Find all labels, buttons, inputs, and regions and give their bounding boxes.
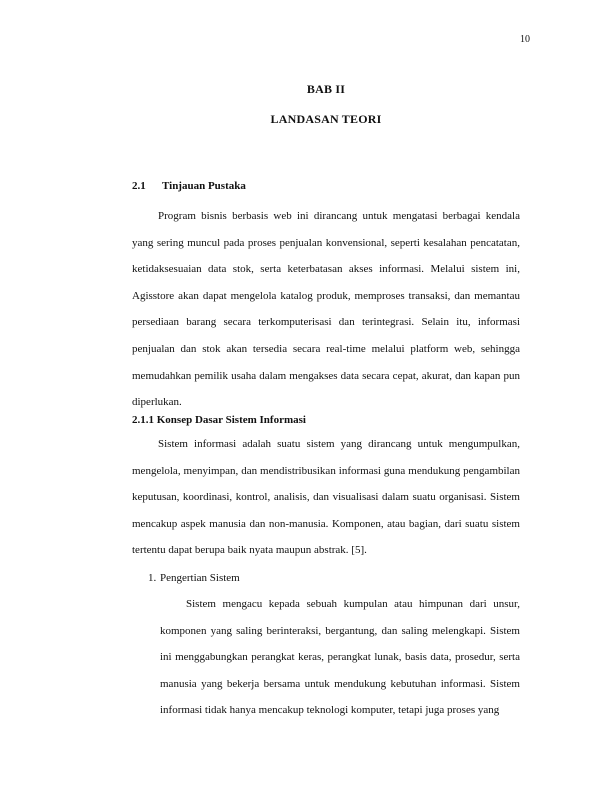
- list-item: [148, 572, 240, 584]
- subsection-heading: 2.1.1 Konsep Dasar Sistem Informasi: [132, 414, 306, 426]
- section-heading: [132, 180, 246, 192]
- chapter-title: LANDASAN TEORI: [270, 112, 382, 126]
- section-paragraph: Program bisnis berbasis web ini dirancang untuk mengatasi berbagai kendala yang sering muncul pada proses penjualan konvensional, seperti kesalahan pencatatan, ketidaksesuaian data stok, serta keterbatasan akses informasi. Melalui sistem ini, Agisstore akan dapat mengelola katalog produk, memproses transaksi, dan memantau persediaan barang secara terkomputerisasi dan terintegrasi. Selain itu, informasi penjualan dan stok akan tersedia secara real-time melalui platform web, sehingga memudahkan pemilik usaha dalam mengakses data secara cepat, akurat, dan kapan pun diperlukan.: [132, 210, 520, 409]
- page-number: 10: [520, 34, 530, 45]
- list-item-paragraph: Sistem mengacu kepada sebuah kumpulan atau himpunan dari unsur, komponen yang saling berinteraksi, bergantung, dan saling melengkapi. Sistem ini menggabungkan perangkat keras, perangkat lunak, basis data, prosedur, serta manusia yang bekerja bersama untuk mendukung kebutuhan informasi. Sistem informasi tidak hanya mencakup teknologi komputer, tetapi juga proses yang: [160, 598, 520, 717]
- section-number: 2.1: [132, 180, 146, 192]
- section-title: Tinjauan Pustaka: [162, 180, 246, 192]
- list-item-title: Pengertian Sistem: [160, 572, 240, 584]
- chapter-number: BAB II: [306, 82, 346, 96]
- list-item-marker: 1.: [148, 572, 157, 584]
- subsection-paragraph: Sistem informasi adalah suatu sistem yang dirancang untuk mengumpulkan, mengelola, menyimpan, dan mendistribusikan informasi guna mendukung pengambilan keputusan, koordinasi, kontrol, analisis, dan visualisasi dalam suatu organisasi. Sistem mencakup aspek manusia dan non-manusia. Komponen, atau bagian, dari suatu sistem tertentu dapat berupa baik nyata maupun abstrak. [5].: [132, 438, 520, 557]
